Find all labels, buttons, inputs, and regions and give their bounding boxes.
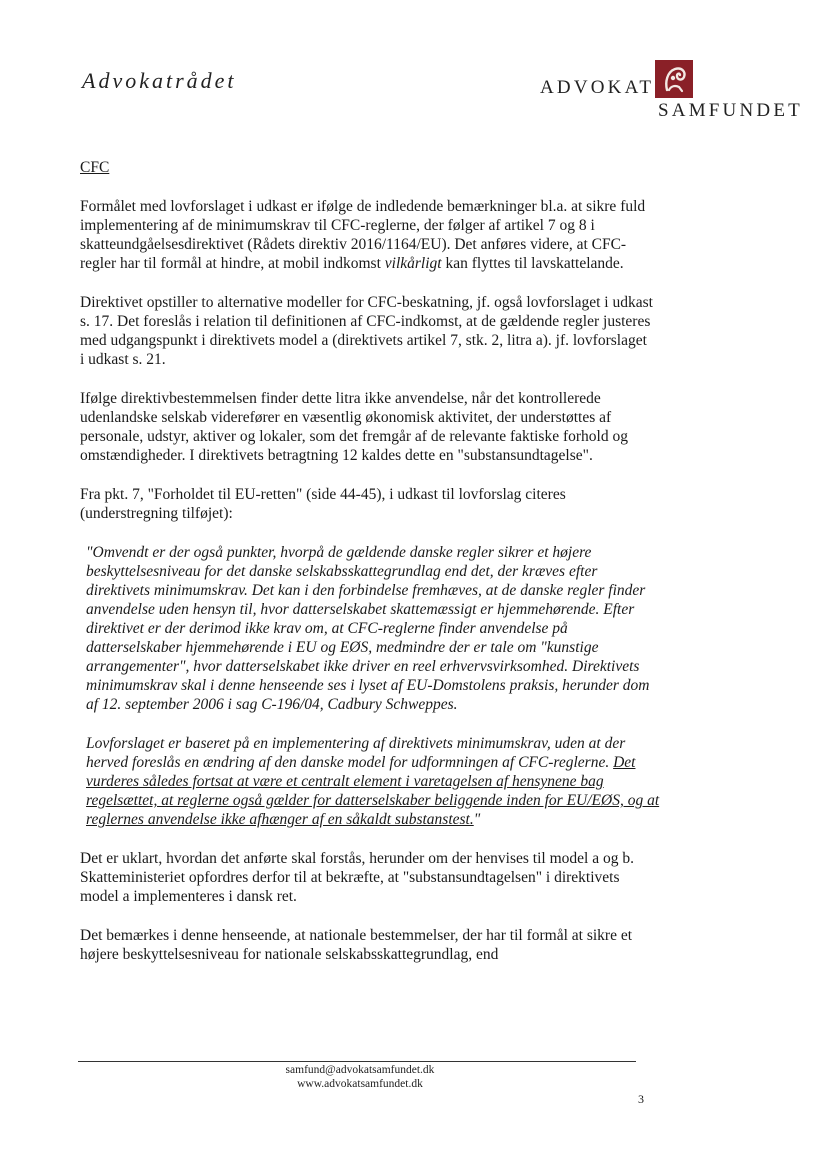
quote-text: Lovforslaget er baseret på en implementering af direktivets minimumskrav, uden at der herved foreslås en ændring af den danske model for udformningen af CFC-reglerne. — [86, 735, 626, 771]
quote-block-1: "Omvendt er der også punkter, hvorpå de gældende danske regler sikrer et højere beskyttelsesniveau for det danske selskabsskattegrundlag end det, der kræves efter direktivets minimumskrav. Det kan i den forbindelse fremhæves, at de danske regler finder anvendelse uden hensyn til, hvor datterselskabet skattemæssigt er hjemmehørende. Efter direktivet er der derimod ikke krav om, at CFC-reglerne finder anvendelse på datterselskaber hjemmehørende i EU og EØS, medmindre der er tale om "kunstige arrangementer", hvor datterselskabet ikke driver en reel erhvervsvirksomhed. Direktivets minimumskrav skal i denne henseende ses i lyset af EU-Domstolens praksis, herunder dom af 12. september 2006 i sag C-196/04, Cadbury Schweppes. — [86, 544, 650, 713]
paragraph-citation-intro: Fra pkt. 7, "Forholdet til EU-retten" (side 44-45), i udkast til lovforslag citeres (understregning tilføjet): — [80, 486, 566, 522]
footer-divider — [78, 1061, 636, 1062]
logo-text-line2: SAMFUNDET — [658, 100, 803, 121]
footer-email: samfund@advokatsamfundet.dk — [285, 1064, 435, 1076]
footer-website: www.advokatsamfundet.dk — [297, 1078, 423, 1090]
header-title: Advokatrådet — [82, 68, 237, 93]
quote-end: " — [473, 811, 481, 828]
paragraph-models: Direktivet opstiller to alternative modeller for CFC-beskatning, jf. også lovforslaget i udkast s. 17. Det foreslås i relation til definitionen af CFC-indkomst, at de gældende regler justeres med udgangspunkt i direktivets model a (direktivets artikel 7, stk. 2, litra a). jf. lovforslaget i udkast s. 21. — [80, 294, 653, 368]
logo-emblem-icon — [655, 60, 693, 98]
paragraph-note: Det bemærkes i denne henseende, at nationale bestemmelser, der har til formål at sikre et højere beskyttelsesniveau for nationale selskabsskattegrundlag, end — [80, 927, 633, 963]
paragraph-text: Formålet med lovforslaget i udkast er ifølge de indledende bemærkninger bl.a. at sikre fuld implementering af de minimumskrav til CFC-reglerne, der følger af artikel 7 og 8 i skatteundgåelsesdirektivet (Rådets direktiv 2016/1164/EU). Det anføres videre, at CFC-regler har til formål at hindre, at mobil indkomst — [80, 198, 646, 272]
paragraph-unclear: Det er uklart, hvordan det anførte skal forstås, herunder om der henvises til model a og b. Skatteministeriet opfordres derfor til at bekræfte, at "substansundtagelsen" i direktivets model a implementeres i dansk ret. — [80, 850, 634, 905]
page-number: 3 — [638, 1092, 644, 1106]
quote-underlined-text: Det vurderes således fortsat at være et centralt element i varetagelsen af hensynene bag regelsættet, at reglerne også gælder for datterselskaber beliggende inden for EU/EØS, og at reglernes anvendelse ikke afhænger af en såkaldt substanstest. — [86, 754, 660, 828]
advokatsamfundet-logo — [540, 60, 810, 120]
emphasis-text: vilkårligt — [384, 255, 442, 272]
logo-text-line1: ADVOKAT — [540, 77, 655, 98]
paragraph-substance: Ifølge direktivbestemmelsen finder dette litra ikke anvendelse, når det kontrollerede udenlandske selskab viderefører en væsentlig økonomisk aktivitet, der understøttes af personale, udstyr, aktiver og lokaler, som det fremgår af de relevante faktiske forhold og omstændigheder. I direktivets betragtning 12 kaldes dette en "substansundtagelse". — [80, 390, 628, 464]
paragraph-text: kan flyttes til lavskattelande. — [441, 255, 624, 272]
paragraph-purpose — [80, 197, 655, 273]
quote-block-2 — [86, 734, 661, 829]
document-body — [80, 158, 660, 984]
section-title: CFC — [80, 159, 110, 176]
